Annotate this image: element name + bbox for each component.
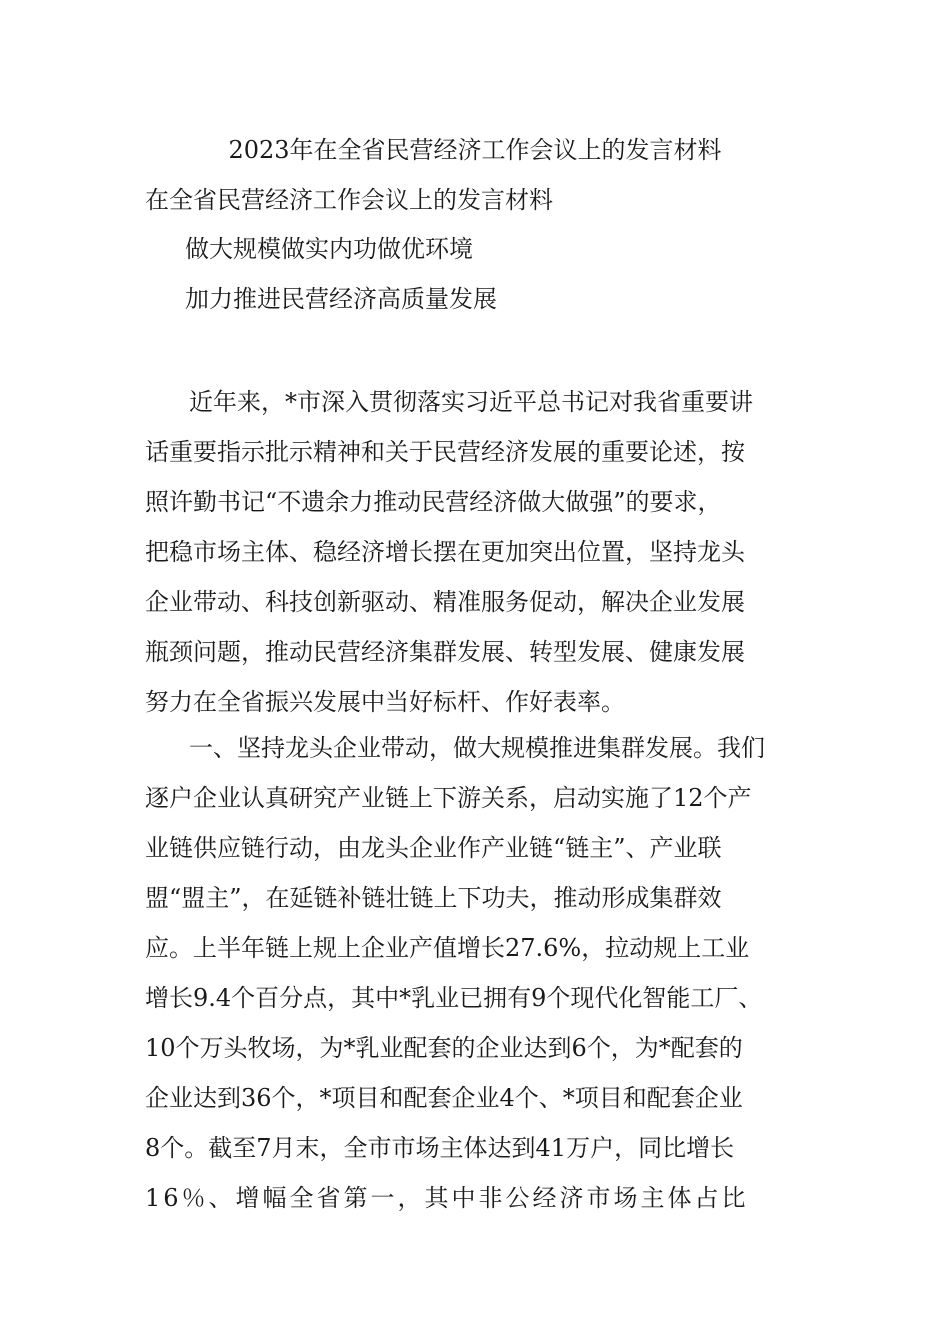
paragraph-line: 16％、增幅全省第一，其中非公经济市场主体占比: [145, 1184, 749, 1212]
paragraph-line: 企业达到36个，*项目和配套企业4个、*项目和配套企业: [145, 1084, 743, 1112]
paragraph-line: 努力在全省振兴发展中当好标杆、作好表率。: [145, 688, 625, 716]
paragraph-line: 瓶颈问题，推动民营经济集群发展、转型发展、健康发展: [145, 638, 745, 666]
paragraph-line: 把稳市场主体、稳经济增长摆在更加突出位置，坚持龙头: [145, 538, 745, 566]
heading-line-2: 加力推进民营经济高质量发展: [185, 285, 497, 313]
document-subtitle: 在全省民营经济工作会议上的发言材料: [145, 186, 553, 214]
paragraph-line: 话重要指示批示精神和关于民营经济发展的重要论述，按: [145, 438, 745, 466]
document-title: 2023年在全省民营经济工作会议上的发言材料: [228, 136, 722, 164]
paragraph-line: 盟“盟主”，在延链补链壮链上下功夫，推动形成集群效: [145, 884, 722, 912]
paragraph-section-one: [145, 723, 815, 1223]
paragraph-line: 应。上半年链上规上企业产值增长27.6%，拉动规上工业: [145, 934, 750, 962]
paragraph-line: 逐户企业认真研究产业链上下游关系，启动实施了12个产: [145, 784, 752, 812]
heading-line-1: 做大规模做实内功做优环境: [185, 235, 473, 263]
paragraph-line: 近年来，*市深入贯彻落实习近平总书记对我省重要讲: [189, 388, 753, 416]
paragraph-line: 业链供应链行动，由龙头企业作产业链“链主”、产业联: [145, 834, 722, 862]
paragraph-line: 照许勤书记“不遗余力推动民营经济做大做强”的要求，: [145, 488, 722, 516]
paragraph-line: 增长9.4个百分点，其中*乳业已拥有9个现代化智能工厂、: [145, 984, 763, 1012]
paragraph-intro: [145, 377, 815, 727]
paragraph-line: 8个。截至7月末，全市市场主体达到41万户，同比增长: [145, 1134, 735, 1162]
paragraph-line: 10个万头牧场，为*乳业配套的企业达到6个，为*配套的: [145, 1034, 743, 1062]
paragraph-line: 一、坚持龙头企业带动，做大规模推进集群发展。我们: [189, 734, 765, 762]
paragraph-line: 企业带动、科技创新驱动、精准服务促动，解决企业发展: [145, 588, 745, 616]
